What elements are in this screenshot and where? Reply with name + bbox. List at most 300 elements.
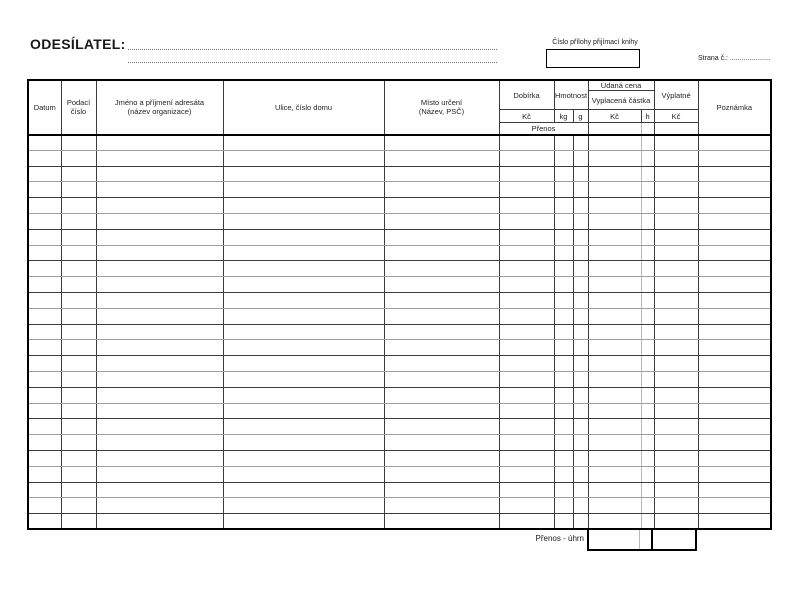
table-row — [28, 166, 771, 182]
empty-record-cell — [654, 166, 698, 182]
empty-record-cell — [698, 340, 771, 356]
table-row — [28, 450, 771, 466]
empty-record-cell — [588, 198, 641, 214]
empty-record-cell — [28, 419, 61, 435]
empty-record-cell — [554, 387, 573, 403]
empty-record-cell — [499, 261, 554, 277]
empty-record-cell — [554, 340, 573, 356]
empty-record-cell — [96, 166, 223, 182]
empty-record-cell — [654, 229, 698, 245]
empty-record-cell — [554, 371, 573, 387]
empty-record-cell — [384, 213, 499, 229]
empty-record-cell — [61, 340, 96, 356]
empty-record-cell — [61, 450, 96, 466]
empty-record-cell — [499, 292, 554, 308]
empty-record-cell — [554, 277, 573, 293]
empty-record-cell — [573, 387, 588, 403]
carryover-total-box — [587, 528, 697, 551]
attachment-number-label: Číslo přílohy přijímací knihy — [552, 39, 638, 46]
col-header-vyplacena-castka: Vyplacená částka — [588, 91, 654, 110]
empty-record-cell — [499, 514, 554, 530]
empty-record-cell — [28, 435, 61, 451]
empty-record-cell — [573, 182, 588, 198]
empty-record-cell — [641, 198, 654, 214]
empty-record-cell — [223, 514, 384, 530]
empty-record-cell — [384, 166, 499, 182]
empty-record-cell — [554, 213, 573, 229]
empty-record-cell — [588, 245, 641, 261]
empty-record-cell — [223, 292, 384, 308]
empty-record-cell — [499, 245, 554, 261]
empty-record-cell — [223, 324, 384, 340]
empty-record-cell — [573, 435, 588, 451]
empty-record-cell — [641, 498, 654, 514]
empty-record-cell — [61, 150, 96, 166]
empty-record-cell — [223, 135, 384, 151]
total-udana-kc-cell — [589, 530, 640, 549]
empty-record-cell — [588, 387, 641, 403]
empty-record-cell — [28, 466, 61, 482]
empty-record-cell — [588, 150, 641, 166]
empty-record-cell — [554, 466, 573, 482]
sender-fill-line-2 — [128, 62, 497, 63]
empty-record-cell — [698, 498, 771, 514]
carryover-vyplatne-kc-cell — [654, 123, 698, 135]
total-h-cell — [640, 530, 653, 549]
empty-record-cell — [61, 135, 96, 151]
col-header-adresat — [96, 80, 223, 135]
empty-record-cell — [499, 340, 554, 356]
empty-record-cell — [384, 356, 499, 372]
empty-record-cell — [641, 435, 654, 451]
empty-record-cell — [28, 245, 61, 261]
empty-record-cell — [223, 229, 384, 245]
empty-record-cell — [641, 466, 654, 482]
unit-header-dobirka-kc: Kč — [499, 110, 554, 123]
sender-label: ODESÍLATEL: — [30, 36, 126, 52]
table-row — [28, 466, 771, 482]
empty-record-cell — [554, 198, 573, 214]
unit-header-udana-kc: Kč — [588, 110, 641, 123]
empty-record-cell — [654, 292, 698, 308]
empty-record-cell — [654, 150, 698, 166]
empty-record-cell — [96, 261, 223, 277]
table-row — [28, 435, 771, 451]
empty-record-cell — [61, 198, 96, 214]
col-header-ulice: Ulice, číslo domu — [223, 80, 384, 135]
empty-record-cell — [654, 371, 698, 387]
empty-record-cell — [654, 340, 698, 356]
empty-record-cell — [28, 514, 61, 530]
empty-record-cell — [61, 324, 96, 340]
empty-record-cell — [654, 324, 698, 340]
empty-record-cell — [384, 229, 499, 245]
empty-record-cell — [96, 229, 223, 245]
empty-record-cell — [96, 514, 223, 530]
empty-record-cell — [698, 435, 771, 451]
col-header-adresat-line1: Jméno a příjmení adresáta — [114, 98, 205, 108]
empty-record-cell — [654, 261, 698, 277]
empty-record-cell — [554, 450, 573, 466]
table-row — [28, 292, 771, 308]
empty-record-cell — [573, 292, 588, 308]
empty-record-cell — [554, 182, 573, 198]
empty-record-cell — [223, 387, 384, 403]
empty-record-cell — [588, 466, 641, 482]
empty-record-cell — [223, 198, 384, 214]
empty-record-cell — [499, 324, 554, 340]
empty-record-cell — [654, 135, 698, 151]
empty-record-cell — [641, 403, 654, 419]
empty-record-cell — [554, 514, 573, 530]
empty-record-cell — [28, 277, 61, 293]
empty-record-cell — [641, 135, 654, 151]
empty-record-cell — [698, 419, 771, 435]
empty-record-cell — [499, 308, 554, 324]
empty-record-cell — [654, 450, 698, 466]
empty-record-cell — [96, 277, 223, 293]
empty-record-cell — [573, 466, 588, 482]
empty-record-cell — [641, 245, 654, 261]
empty-record-cell — [654, 435, 698, 451]
empty-record-cell — [223, 371, 384, 387]
empty-record-cell — [223, 419, 384, 435]
empty-record-cell — [61, 387, 96, 403]
empty-record-cell — [641, 229, 654, 245]
empty-record-cell — [499, 213, 554, 229]
empty-record-cell — [28, 371, 61, 387]
empty-record-cell — [96, 482, 223, 498]
empty-record-cell — [384, 498, 499, 514]
empty-record-cell — [223, 340, 384, 356]
empty-record-cell — [573, 213, 588, 229]
empty-record-cell — [554, 419, 573, 435]
empty-record-cell — [61, 213, 96, 229]
empty-record-cell — [223, 213, 384, 229]
empty-record-cell — [588, 182, 641, 198]
empty-record-cell — [384, 403, 499, 419]
empty-record-cell — [573, 482, 588, 498]
empty-record-cell — [573, 166, 588, 182]
empty-record-cell — [223, 182, 384, 198]
table-row — [28, 356, 771, 372]
empty-record-cell — [61, 356, 96, 372]
empty-record-cell — [588, 419, 641, 435]
empty-record-cell — [588, 166, 641, 182]
carryover-total-label: Přenos - úhrn — [535, 534, 584, 543]
empty-record-cell — [654, 277, 698, 293]
empty-record-cell — [641, 324, 654, 340]
empty-record-cell — [96, 198, 223, 214]
empty-record-cell — [28, 292, 61, 308]
unit-header-kg: kg — [554, 110, 573, 123]
empty-record-cell — [554, 482, 573, 498]
empty-record-cell — [384, 245, 499, 261]
empty-record-cell — [588, 356, 641, 372]
unit-header-h: h — [641, 110, 654, 123]
empty-record-cell — [223, 356, 384, 372]
empty-record-cell — [554, 324, 573, 340]
empty-record-cell — [28, 198, 61, 214]
empty-record-cell — [96, 324, 223, 340]
empty-record-cell — [499, 466, 554, 482]
empty-record-cell — [28, 229, 61, 245]
empty-record-cell — [588, 261, 641, 277]
empty-record-cell — [223, 150, 384, 166]
empty-record-cell — [641, 340, 654, 356]
attachment-number-box — [546, 49, 640, 68]
empty-record-cell — [641, 308, 654, 324]
empty-record-cell — [223, 435, 384, 451]
empty-record-cell — [573, 340, 588, 356]
empty-record-cell — [384, 514, 499, 530]
empty-record-cell — [554, 150, 573, 166]
empty-record-cell — [96, 466, 223, 482]
empty-record-cell — [554, 403, 573, 419]
empty-record-cell — [384, 150, 499, 166]
col-header-hmotnost: Hmotnost — [554, 80, 588, 110]
empty-record-cell — [499, 403, 554, 419]
empty-record-cell — [384, 261, 499, 277]
empty-record-cell — [61, 245, 96, 261]
empty-record-cell — [499, 482, 554, 498]
empty-record-cell — [28, 261, 61, 277]
empty-record-cell — [61, 466, 96, 482]
table-row — [28, 482, 771, 498]
empty-record-cell — [28, 213, 61, 229]
col-header-adresat-line2: (název organizace) — [127, 107, 192, 117]
empty-record-cell — [641, 166, 654, 182]
empty-record-cell — [573, 261, 588, 277]
empty-record-cell — [698, 450, 771, 466]
empty-record-cell — [223, 245, 384, 261]
empty-record-cell — [61, 514, 96, 530]
empty-record-cell — [654, 198, 698, 214]
mail-record-table — [27, 79, 772, 530]
empty-record-cell — [654, 356, 698, 372]
empty-record-cell — [554, 261, 573, 277]
empty-record-cell — [654, 308, 698, 324]
empty-record-cell — [499, 387, 554, 403]
empty-record-cell — [698, 277, 771, 293]
empty-record-cell — [654, 466, 698, 482]
empty-record-cell — [573, 308, 588, 324]
empty-record-cell — [61, 229, 96, 245]
empty-record-cell — [641, 356, 654, 372]
table-row — [28, 182, 771, 198]
empty-record-cell — [641, 213, 654, 229]
empty-record-cell — [384, 387, 499, 403]
page-number-label: Strana č.: ..................... — [698, 55, 771, 62]
empty-record-cell — [698, 198, 771, 214]
empty-record-cell — [573, 324, 588, 340]
empty-record-cell — [573, 419, 588, 435]
empty-record-cell — [384, 371, 499, 387]
empty-record-cell — [223, 261, 384, 277]
empty-record-cell — [499, 450, 554, 466]
empty-record-cell — [573, 277, 588, 293]
empty-record-cell — [96, 245, 223, 261]
empty-record-cell — [641, 482, 654, 498]
table-row — [28, 387, 771, 403]
empty-record-cell — [573, 514, 588, 530]
empty-record-cell — [384, 135, 499, 151]
table-row — [28, 371, 771, 387]
table-row — [28, 277, 771, 293]
empty-record-cell — [499, 182, 554, 198]
empty-record-cell — [28, 498, 61, 514]
empty-record-cell — [588, 213, 641, 229]
table-row — [28, 150, 771, 166]
empty-record-cell — [28, 340, 61, 356]
empty-record-cell — [61, 419, 96, 435]
empty-record-cell — [698, 308, 771, 324]
empty-record-cell — [61, 166, 96, 182]
empty-record-cell — [28, 387, 61, 403]
empty-record-cell — [573, 135, 588, 151]
empty-record-cell — [698, 135, 771, 151]
col-header-misto-line2: (Název, PSČ) — [418, 107, 465, 117]
empty-record-cell — [384, 450, 499, 466]
empty-record-cell — [698, 514, 771, 530]
col-header-datum: Datum — [28, 80, 61, 135]
empty-record-cell — [698, 182, 771, 198]
empty-record-cell — [698, 229, 771, 245]
empty-record-cell — [384, 435, 499, 451]
empty-record-cell — [96, 371, 223, 387]
empty-record-cell — [573, 371, 588, 387]
empty-record-cell — [28, 166, 61, 182]
empty-record-cell — [384, 292, 499, 308]
table-row — [28, 213, 771, 229]
empty-record-cell — [698, 403, 771, 419]
empty-record-cell — [28, 482, 61, 498]
empty-record-cell — [641, 419, 654, 435]
table-row — [28, 229, 771, 245]
empty-record-cell — [61, 435, 96, 451]
empty-record-cell — [654, 403, 698, 419]
empty-record-cell — [654, 213, 698, 229]
empty-record-cell — [554, 356, 573, 372]
empty-record-cell — [96, 498, 223, 514]
empty-record-cell — [554, 498, 573, 514]
empty-record-cell — [223, 166, 384, 182]
unit-header-vyplatne-kc: Kč — [654, 110, 698, 123]
empty-record-cell — [61, 261, 96, 277]
empty-record-cell — [654, 419, 698, 435]
empty-record-cell — [573, 198, 588, 214]
empty-record-cell — [499, 371, 554, 387]
empty-record-cell — [28, 450, 61, 466]
empty-record-cell — [384, 340, 499, 356]
empty-record-cell — [641, 261, 654, 277]
empty-record-cell — [573, 245, 588, 261]
empty-record-cell — [96, 308, 223, 324]
empty-record-cell — [698, 387, 771, 403]
empty-record-cell — [641, 277, 654, 293]
col-header-udana-cena: Udaná cena — [588, 80, 654, 91]
empty-record-cell — [698, 482, 771, 498]
table-row — [28, 261, 771, 277]
empty-record-cell — [641, 182, 654, 198]
empty-record-cell — [499, 277, 554, 293]
total-vyplatne-kc-cell — [653, 530, 695, 549]
empty-record-cell — [223, 277, 384, 293]
empty-record-cell — [28, 182, 61, 198]
table-row — [28, 340, 771, 356]
empty-record-cell — [28, 356, 61, 372]
carryover-label-cell: Přenos — [499, 123, 588, 135]
empty-record-cell — [223, 466, 384, 482]
col-header-poznamka: Poznámka — [698, 80, 771, 135]
empty-record-cell — [96, 387, 223, 403]
unit-header-g: g — [573, 110, 588, 123]
empty-record-cell — [588, 403, 641, 419]
table-row — [28, 198, 771, 214]
empty-record-cell — [223, 498, 384, 514]
empty-record-cell — [28, 403, 61, 419]
table-body — [28, 135, 771, 530]
empty-record-cell — [96, 340, 223, 356]
empty-record-cell — [573, 229, 588, 245]
empty-record-cell — [641, 371, 654, 387]
empty-record-cell — [698, 466, 771, 482]
empty-record-cell — [654, 482, 698, 498]
table-row — [28, 419, 771, 435]
empty-record-cell — [61, 308, 96, 324]
empty-record-cell — [96, 135, 223, 151]
empty-record-cell — [28, 150, 61, 166]
empty-record-cell — [641, 387, 654, 403]
empty-record-cell — [384, 182, 499, 198]
empty-record-cell — [588, 498, 641, 514]
empty-record-cell — [554, 245, 573, 261]
empty-record-cell — [96, 403, 223, 419]
table-row — [28, 245, 771, 261]
empty-record-cell — [641, 450, 654, 466]
empty-record-cell — [499, 498, 554, 514]
empty-record-cell — [698, 356, 771, 372]
carryover-h-cell — [641, 123, 654, 135]
empty-record-cell — [61, 403, 96, 419]
empty-record-cell — [588, 450, 641, 466]
empty-record-cell — [499, 419, 554, 435]
empty-record-cell — [384, 466, 499, 482]
empty-record-cell — [61, 182, 96, 198]
col-header-vyplatne: Výplatné — [654, 80, 698, 110]
empty-record-cell — [28, 324, 61, 340]
empty-record-cell — [96, 150, 223, 166]
empty-record-cell — [96, 356, 223, 372]
empty-record-cell — [96, 213, 223, 229]
empty-record-cell — [588, 324, 641, 340]
carryover-udana-kc-cell — [588, 123, 641, 135]
empty-record-cell — [698, 213, 771, 229]
empty-record-cell — [554, 292, 573, 308]
empty-record-cell — [654, 245, 698, 261]
table-row — [28, 135, 771, 151]
empty-record-cell — [96, 450, 223, 466]
table-row — [28, 308, 771, 324]
empty-record-cell — [61, 371, 96, 387]
empty-record-cell — [588, 340, 641, 356]
empty-record-cell — [61, 277, 96, 293]
empty-record-cell — [384, 308, 499, 324]
empty-record-cell — [698, 261, 771, 277]
empty-record-cell — [573, 403, 588, 419]
empty-record-cell — [573, 498, 588, 514]
empty-record-cell — [588, 229, 641, 245]
